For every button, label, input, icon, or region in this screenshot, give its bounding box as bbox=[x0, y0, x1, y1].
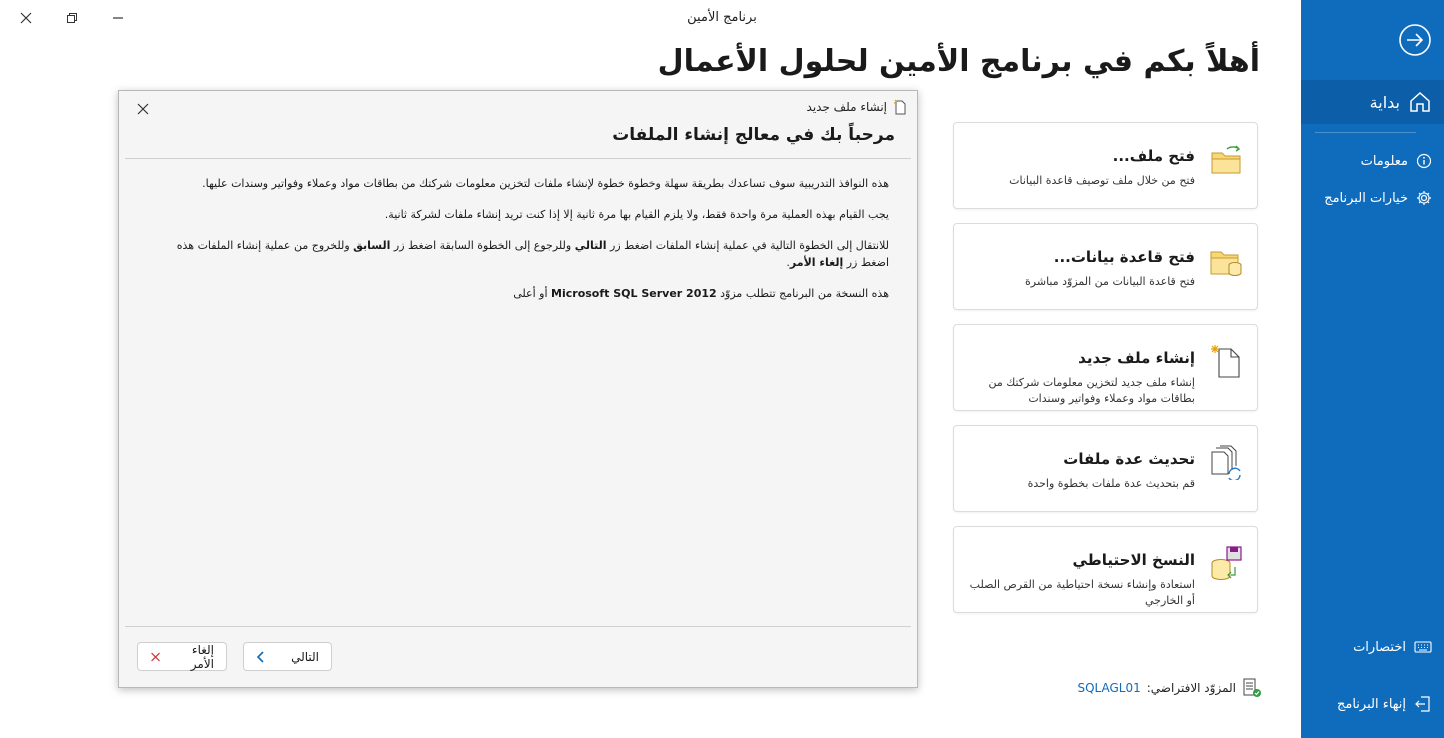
update-files-card[interactable] bbox=[953, 425, 1258, 512]
sidebar-item-shortcuts[interactable] bbox=[1301, 636, 1444, 658]
card-description: إنشاء ملف جديد لتخزين معلومات شركتك من بطاقات مواد وعملاء وفواتير وسندات bbox=[988, 376, 1195, 405]
open-file-card[interactable] bbox=[953, 122, 1258, 209]
dialog-footer-divider bbox=[125, 626, 911, 627]
backup-icon bbox=[1209, 545, 1243, 581]
sidebar-item-label: خيارات البرنامج bbox=[1324, 190, 1408, 206]
sidebar-item-label: معلومات bbox=[1360, 153, 1408, 169]
home-icon bbox=[1408, 90, 1432, 114]
provider-label: المزوّد الافتراضي: bbox=[1146, 681, 1236, 695]
card-title: إنشاء ملف جديد bbox=[1078, 349, 1195, 367]
card-description: قم بتحديث عدة ملفات بخطوة واحدة bbox=[1027, 477, 1195, 490]
card-title: فتح قاعدة بيانات... bbox=[1053, 248, 1195, 266]
sidebar bbox=[1301, 0, 1444, 738]
keyboard-icon bbox=[1414, 640, 1432, 654]
dialog-divider bbox=[125, 158, 911, 159]
paragraph-once: يجب القيام بهذه العملية مرة واحدة فقط، ولا يلزم القيام بها مرة ثانية إلا إذا كنت تريد إنشاء ملفات لشركة ثانية. bbox=[384, 208, 889, 221]
gear-icon bbox=[1416, 190, 1432, 206]
new-file-icon bbox=[893, 99, 907, 115]
sidebar-item-info[interactable] bbox=[1301, 150, 1444, 172]
chevron-left-icon bbox=[256, 650, 266, 664]
dialog-body bbox=[153, 175, 889, 316]
next-button[interactable] bbox=[243, 642, 332, 671]
text-segment: للانتقال إلى الخطوة التالية في عملية إنشاء الملفات اضغط زر bbox=[606, 239, 889, 252]
card-title: فتح ملف... bbox=[1112, 147, 1195, 165]
sidebar-item-options[interactable] bbox=[1301, 187, 1444, 209]
text-segment: هذه النسخة من البرنامج تتطلب مزوّد bbox=[716, 287, 889, 300]
folder-database-icon bbox=[1209, 242, 1243, 278]
sidebar-item-label: بداية bbox=[1369, 92, 1400, 112]
sidebar-item-home[interactable] bbox=[1301, 80, 1444, 124]
window-title: برنامج الأمين bbox=[687, 10, 757, 25]
card-description: استعادة وإنشاء نسخة احتياطية من القرص الصلب أو الخارجي bbox=[969, 578, 1195, 607]
sidebar-item-label: إنهاء البرنامج bbox=[1336, 696, 1406, 712]
text-product-name: Microsoft SQL Server 2012 bbox=[551, 287, 717, 300]
backup-card[interactable] bbox=[953, 526, 1258, 613]
text-segment: وللرجوع إلى الخطوة السابقة اضغط زر bbox=[390, 239, 575, 252]
sidebar-item-label: اختصارات bbox=[1353, 639, 1406, 655]
exit-icon bbox=[1414, 695, 1432, 713]
default-provider bbox=[1077, 678, 1262, 698]
update-files-icon bbox=[1209, 444, 1243, 480]
cancel-button-label: إلغاء الأمر bbox=[190, 642, 214, 671]
paragraph-requirement bbox=[153, 285, 889, 302]
cancel-x-icon bbox=[150, 650, 161, 664]
cancel-button[interactable] bbox=[137, 642, 227, 671]
card-title: تحديث عدة ملفات bbox=[1063, 450, 1195, 468]
server-status-icon bbox=[1242, 678, 1262, 698]
text-segment: أو أعلى bbox=[513, 287, 552, 300]
dialog-heading: مرحباً بك في معالج إنشاء الملفات bbox=[612, 125, 895, 145]
card-description: فتح من خلال ملف توصيف قاعدة البيانات bbox=[1009, 174, 1195, 187]
open-folder-icon bbox=[1209, 141, 1243, 177]
sidebar-divider bbox=[1315, 132, 1416, 133]
back-button[interactable] bbox=[1397, 22, 1433, 58]
text-prev-keyword: السابق bbox=[353, 239, 391, 252]
page-title: أهلاً بكم في برنامج الأمين لحلول الأعمال bbox=[657, 44, 1260, 79]
close-icon bbox=[137, 103, 149, 115]
new-file-card[interactable] bbox=[953, 324, 1258, 411]
text-next-keyword: التالي bbox=[574, 239, 607, 252]
new-file-icon bbox=[1209, 343, 1243, 379]
dialog-caption-text: إنشاء ملف جديد bbox=[806, 100, 887, 114]
text-cancel-keyword: إلغاء الأمر bbox=[789, 256, 844, 269]
paragraph-navigation bbox=[153, 237, 889, 271]
info-icon bbox=[1416, 153, 1432, 169]
dialog-caption bbox=[807, 99, 907, 115]
paragraph-intro: هذه النوافذ التدريبية سوف تساعدك بطريقة سهلة وخطوة خطوة لإنشاء ملفات لتخزين معلومات شركتك من بطاقات مواد وعملاء وفواتير وسندات عليها. bbox=[202, 177, 889, 190]
open-database-card[interactable] bbox=[953, 223, 1258, 310]
text-segment: وللخروج من عملية إنشاء الملفات هذه اضغط زر bbox=[176, 239, 889, 269]
text-segment: . bbox=[786, 256, 790, 269]
provider-value[interactable]: SQLAGL01 bbox=[1077, 681, 1141, 695]
dialog-close-button[interactable] bbox=[133, 99, 153, 119]
new-file-wizard-dialog bbox=[118, 90, 918, 688]
sidebar-item-exit[interactable] bbox=[1301, 693, 1444, 715]
card-description: فتح قاعدة البيانات من المزوّد مباشرة bbox=[1025, 275, 1195, 288]
arrow-right-circle-icon bbox=[1397, 22, 1433, 58]
next-button-label: التالي bbox=[291, 649, 319, 664]
card-title: النسخ الاحتياطي bbox=[1072, 551, 1195, 569]
